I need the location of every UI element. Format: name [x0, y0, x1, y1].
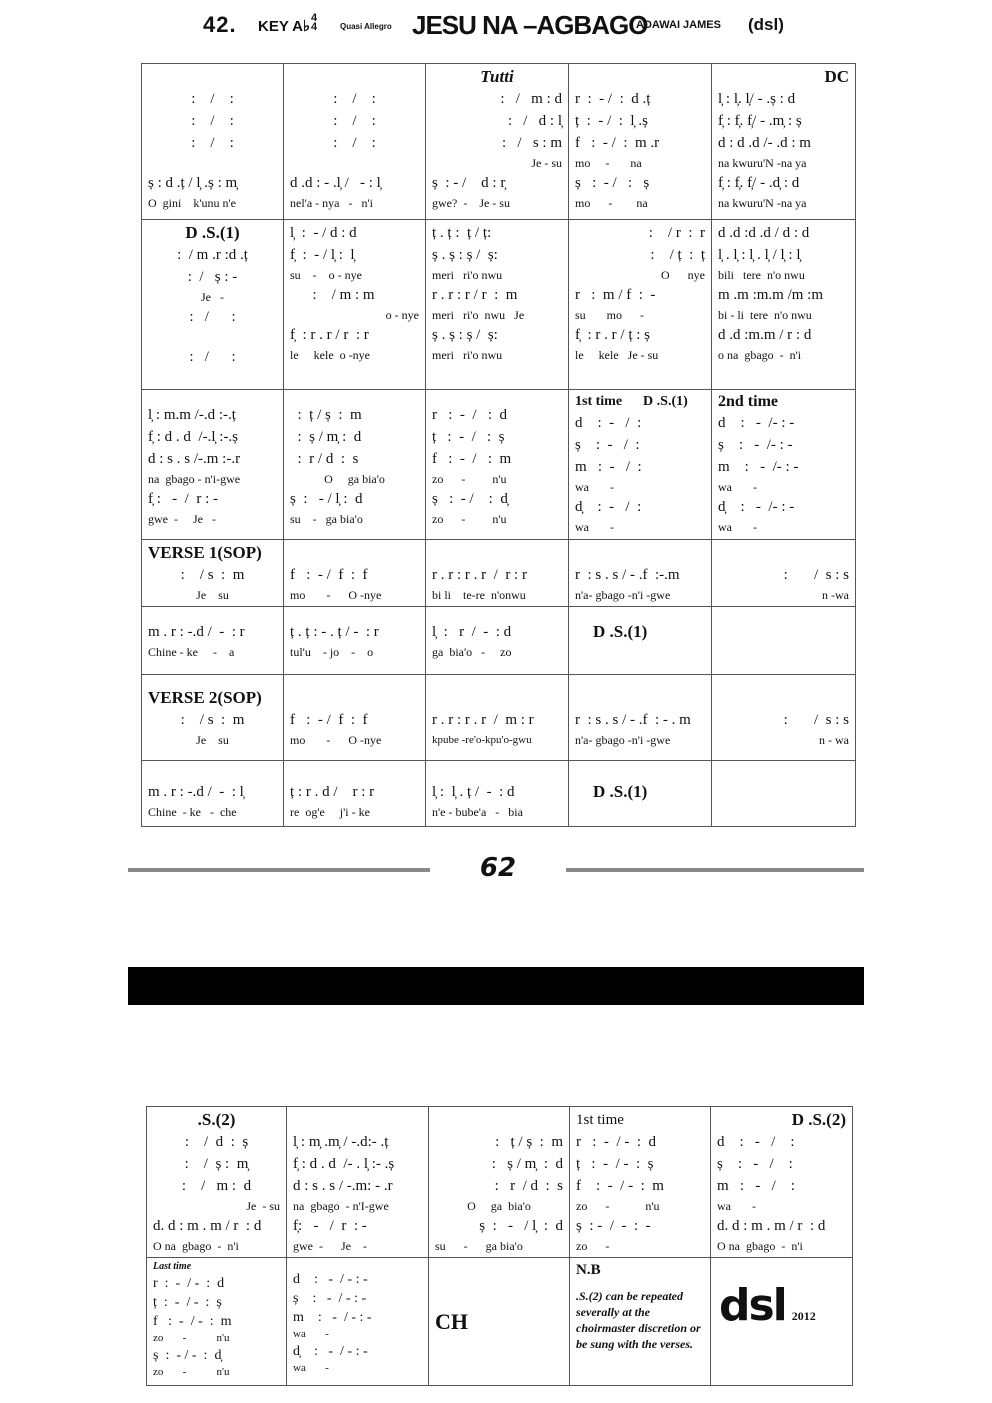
notation-line: : / s : m [180, 567, 245, 583]
notation-line: ș : - / : d̦ [432, 491, 508, 507]
notation-line: : / : [189, 309, 236, 325]
score-cell [426, 220, 569, 390]
notation-line: ș : - / - : - [576, 1218, 651, 1234]
notation-line: m .m :m.m /m :m [718, 287, 824, 303]
black-bar [128, 967, 864, 1005]
divider-right [566, 868, 864, 872]
notation-line: l̦ : l̦. l̦/ - .ș : d [718, 91, 796, 107]
notation-line: na kwuru'N -na ya [718, 156, 807, 170]
score-cell [426, 761, 569, 827]
score-cell [712, 761, 856, 827]
notation-line: d : - / : [575, 415, 642, 431]
score-row-5 [142, 607, 856, 675]
notation-line: zo - n'u [576, 1199, 660, 1213]
verse-1-row [142, 540, 856, 607]
score-cell [426, 607, 569, 675]
first-time-label: 1st time [575, 394, 623, 409]
score-cell [142, 607, 284, 675]
notation-line: Chine - ke - che [148, 805, 237, 819]
notation-line: : / : [333, 113, 376, 129]
score-cell [711, 1107, 853, 1258]
song-header [0, 10, 992, 50]
notation-line: ț : - / - : ș [153, 1295, 222, 1310]
notation-line: f̦: - / r : - [293, 1218, 367, 1234]
score-cell [569, 390, 712, 540]
notation-line: ș : d .ț / l̦ .ș : m̦ [148, 175, 238, 191]
notation-line: ga bia'o - zo [432, 645, 512, 659]
notation-line: d̦ : - / : [575, 499, 642, 515]
notation-line: mo - O -nye [290, 588, 382, 602]
notation-line: : ș / m̦ : d [491, 1156, 563, 1172]
notation-line: tul'u - jo - o [290, 645, 374, 659]
notation-line: : / m .r :d .ț [177, 247, 248, 263]
chorus-label: CH [435, 1308, 468, 1334]
second-time-label: 2nd time [718, 393, 778, 410]
score-row-3 [142, 390, 856, 540]
notation-line: f : - / f : f [290, 567, 368, 583]
verse-2-row [142, 675, 856, 761]
score-cell [712, 390, 856, 540]
notation-line: n -wa [822, 588, 849, 602]
notation-line: : / s : s [783, 712, 849, 728]
score-cell [284, 540, 426, 607]
notation-line: O nye [661, 268, 705, 282]
notation-line: su - ga bia'o [435, 1239, 523, 1253]
notation-line: n'a- gbago -n'i -gwe [575, 588, 671, 602]
notation-line: ș : - / d : r̦ [432, 175, 506, 191]
last-time-label: Last time [153, 1261, 192, 1272]
notation-line: m : - / : [717, 1178, 795, 1194]
notation-line: m . r : -.d / - : r [148, 624, 245, 640]
score-cell [570, 1107, 711, 1258]
score-cell [429, 1107, 570, 1258]
notation-line: f : - / : m .r [575, 135, 660, 151]
notation-line: : / : [333, 91, 376, 107]
score-cell [712, 220, 856, 390]
first-time-label: 1st time [576, 1112, 624, 1128]
score-cell [287, 1107, 429, 1258]
notation-line: ș : - / : [717, 1156, 793, 1172]
notation-line: n'e - bube'a - bia [432, 805, 523, 819]
notation-line: f̦ : f̦. f̦/ - .d̦ : d [718, 175, 800, 191]
nb-note: .S.(2) can be repeated severally at the choirmaster discretion or be sung with the verses. [576, 1289, 701, 1351]
notation-line: : / : [191, 113, 234, 129]
notation-line: su - o - nye [290, 268, 362, 282]
notation-line: f̦ : r . r / ț : ș [575, 327, 650, 343]
notation-line: wa - [717, 1199, 756, 1213]
notation-line: zo - n'u [432, 472, 507, 486]
notation-line: f : - / - : m [153, 1314, 232, 1329]
score-cell [142, 220, 284, 390]
coda-score-table [146, 1106, 853, 1386]
notation-line: r : - / - : d [153, 1276, 225, 1291]
notation-line: l̦ : l̦ . ț / - : d [432, 784, 515, 800]
notation-line: zo - n'u [153, 1332, 230, 1344]
nb-title: N.B [576, 1262, 601, 1278]
notation-line: na kwuru'N -na ya [718, 196, 807, 210]
score-cell [712, 540, 856, 607]
notation-line: r : - / : d [432, 407, 507, 423]
notation-line: mo - O -nye [290, 733, 382, 747]
score-cell [569, 607, 712, 675]
notation-line: le kele Je - su [575, 348, 659, 362]
notation-line: : r / d : s [290, 451, 359, 467]
notation-line: r : s . s / - .f : - . m [575, 712, 691, 728]
dc-marking: DC [824, 67, 849, 86]
notation-line: ș . ș : ș / ș: [432, 327, 498, 343]
notation-line: n'a- gbago -n'i -gwe [575, 733, 671, 747]
notation-line: gwe - Je - [293, 1239, 367, 1253]
notation-line: d̦ : - /- : - [718, 499, 795, 515]
notation-line: : / m : d [500, 91, 562, 107]
song-title: JESU NA –AGBAGO [412, 10, 648, 40]
notation-line: meri ri'o nwu [432, 348, 503, 362]
score-cell [569, 761, 712, 827]
notation-line: f̦ : f̦. f̦/ - .m̦ : ș [718, 113, 802, 129]
ds-marking: D .S.(1) [593, 782, 648, 801]
notation-line: gwe? - Je - su [432, 196, 510, 210]
notation-line: r : s . s / - .f :-.m [575, 567, 680, 583]
notation-line: : / : [333, 135, 376, 151]
notation-line: ț : r . d / r : r [290, 784, 375, 800]
notation-line: bi li te-re n'onwu [432, 588, 526, 602]
score-cell [429, 1258, 570, 1386]
notation-line: wa - [293, 1362, 329, 1374]
notation-line: d : - / : [717, 1134, 795, 1150]
notation-line: : r / d : s [494, 1178, 563, 1194]
notation-line: r . r : r . r / m : r [432, 712, 534, 728]
notation-line: : / m : d [181, 1178, 252, 1194]
notation-line: ș : - / l̦ : d [479, 1218, 563, 1234]
notation-line: gwe - Je - [148, 512, 216, 526]
dsl-logo: dsl [719, 1280, 786, 1331]
score-row-7 [142, 761, 856, 827]
score-cell [426, 64, 569, 220]
notation-line: m . r : -.d / - : l̦ [148, 784, 244, 800]
solfa-score-table [141, 63, 856, 827]
score-cell [284, 607, 426, 675]
notation-line: nel'a - nya - n'i [290, 196, 373, 210]
notation-line: na gbago - n'I-gwe [293, 1199, 389, 1213]
notation-line: ț : - / : l̦ .ș [575, 113, 648, 129]
coda-row-2 [147, 1258, 853, 1386]
score-cell [569, 540, 712, 607]
coda-row-1 [147, 1107, 853, 1258]
notation-line: O gini k'unu n'e [148, 196, 236, 210]
notation-line: ș : - / : ș [575, 175, 650, 191]
notation-line: Je - su [531, 156, 562, 170]
divider-left [128, 868, 430, 872]
notation-line: O na gbago - n'i [717, 1239, 803, 1253]
page-number: 62 [479, 853, 517, 883]
notation-line: r . r : r . r / r : r [432, 567, 527, 583]
notation-line: d .d : - .l̦ / - : l̦ [290, 175, 381, 191]
notation-line: r : m / f : - [575, 287, 656, 303]
score-cell [711, 1258, 853, 1386]
score-cell [284, 64, 426, 220]
score-cell [426, 390, 569, 540]
notation-line: wa - [718, 480, 757, 494]
notation-line: ș : - / l̦ : d [290, 491, 363, 507]
score-cell [712, 607, 856, 675]
notation-line: wa - [718, 520, 757, 534]
verse-1-label: VERSE 1(SOP) [148, 543, 262, 562]
notation-line: Je su [196, 733, 229, 747]
notation-line: : / ț : ț [650, 247, 705, 263]
notation-line: d. d : m . m / r : d [717, 1218, 826, 1234]
notation-line: d̦ : - / - : - [293, 1344, 368, 1359]
notation-line: : / ș : - [187, 269, 238, 285]
ds-marking: D .S.(1) [643, 394, 688, 409]
notation-line: : ș / m̦ : d [290, 429, 362, 445]
score-cell [712, 64, 856, 220]
score-cell [142, 390, 284, 540]
score-cell [147, 1107, 287, 1258]
notation-line: : / m : m [290, 287, 375, 303]
notation-line: wa - [293, 1328, 329, 1340]
notation-line: : / s : s [783, 567, 849, 583]
notation-line: l̦ : - / d : d [290, 225, 357, 241]
song-key: KEY A♭ [258, 18, 311, 35]
notation-line: : / r : r [648, 225, 705, 241]
notation-line: f̦ : d . d /- . l̦ :- .ș [293, 1156, 395, 1172]
notation-line: O na gbago - n'i [153, 1239, 239, 1253]
notation-line: d : - /- : - [718, 415, 795, 431]
notation-line: kpube -re'o-kpu'o-gwu [432, 734, 532, 746]
notation-line: ș : - /- : - [718, 437, 793, 453]
notation-line: ț : - / : ș [432, 429, 505, 445]
notation-line: O ga bia'o [467, 1199, 531, 1213]
score-cell [426, 540, 569, 607]
notation-line: : / ș : m̦ [184, 1156, 249, 1172]
score-cell [284, 390, 426, 540]
notation-line: l̦ . l̦ : l̦ . l̦ / l̦ : l̦ [718, 247, 801, 263]
notation-line: f̦ : - / l̦ : l̦ [290, 247, 355, 263]
notation-line: d : s . s / -.m: - .r [293, 1178, 393, 1194]
notation-line: f : - / : m [432, 451, 512, 467]
notation-line: : / s : m [180, 712, 245, 728]
notation-line: d : - / - : - [293, 1272, 368, 1287]
notation-line: : / : [191, 91, 234, 107]
notation-line: mo - na [575, 156, 642, 170]
notation-line: f : - / f : f [290, 712, 368, 728]
score-cell [142, 761, 284, 827]
notation-line: ț . ț : - . ț / - : r [290, 624, 379, 640]
notation-line: zo - n'u [153, 1366, 230, 1378]
notation-line: d : d .d /- .d : m [718, 135, 811, 151]
notation-line [148, 328, 277, 346]
notation-line: ș . ș : ș / ș: [432, 247, 498, 263]
notation-line: d .d :d .d / d : d [718, 225, 810, 241]
notation-line: o - nye [385, 308, 419, 322]
score-cell [712, 675, 856, 761]
notation-line: n - wa [819, 733, 849, 747]
tutti-marking: Tutti [480, 67, 514, 86]
notation-line: Chine - ke - a [148, 645, 235, 659]
score-cell [569, 220, 712, 390]
composer-name: ADAWAI JAMES [636, 19, 721, 31]
notation-line: o na gbago - n'i [718, 348, 802, 362]
score-cell [142, 675, 284, 761]
notation-line: le kele o -nye [290, 348, 370, 362]
score-cell [142, 540, 284, 607]
notation-line: m : - / - : - [293, 1310, 372, 1325]
score-cell [570, 1258, 711, 1386]
notation-line: wa - [575, 520, 614, 534]
ds-marking: D .S.(2) [791, 1110, 846, 1129]
score-cell [287, 1258, 429, 1386]
notation-line: l̦ : m.m /-.d :-.ț [148, 407, 236, 423]
notation-line: su - ga bia'o [290, 512, 363, 526]
score-row-2 [142, 220, 856, 390]
time-signature: 4 4 [311, 12, 318, 33]
score-cell [147, 1258, 287, 1386]
notation-line: m : - /- : - [718, 459, 799, 475]
notation-line: ț . ț : ț / ț: [432, 225, 492, 241]
notation-line: na gbago - n'i-gwe [148, 472, 241, 486]
notation-line: : / s : m [501, 135, 562, 151]
notation-line: f̦ : - / r : - [148, 491, 218, 507]
notation-line: l̦ : r / - : d [432, 624, 512, 640]
notation-line: r : - / - : d [576, 1134, 656, 1150]
notation-line: O ga bia'o [324, 472, 385, 486]
notation-line: : ț / ș : m [290, 407, 362, 423]
notation-line: Je su [196, 588, 229, 602]
song-number: 42. [203, 12, 237, 37]
verse-2-label: VERSE 2(SOP) [148, 688, 262, 707]
notation-line: d. d : m . m / r : d [153, 1218, 262, 1234]
notation-line: meri ri'o nwu [432, 268, 503, 282]
notation-line: mo - na [575, 196, 648, 210]
score-cell [142, 64, 284, 220]
notation-line: Je - [201, 290, 224, 304]
notation-line: f : - / - : m [576, 1178, 664, 1194]
score-cell [284, 220, 426, 390]
notation-line: m : - / : [575, 459, 642, 475]
segno-2-marking: .S.(2) [197, 1110, 236, 1129]
score-cell [284, 675, 426, 761]
notation-line: : / d : ș [184, 1134, 249, 1150]
notation-line: wa - [575, 480, 614, 494]
score-cell [569, 64, 712, 220]
notation-line: r : - / : d .ț [575, 91, 651, 107]
notation-line: : / : [191, 135, 234, 151]
notation-line: r . r : r / r : m [432, 287, 518, 303]
notation-line: ș : - / - : - [293, 1291, 367, 1306]
notation-line: f̦ : d . d /-.l̦ :-.ș [148, 429, 238, 445]
notation-line: su mo - [575, 308, 644, 322]
notation-line: zo - n'u [432, 512, 507, 526]
notation-line: bi - li tere n'o nwu [718, 308, 812, 322]
notation-line: ș : - / - : d̦ [153, 1348, 222, 1363]
ds-marking: D .S.(1) [593, 622, 648, 641]
notation-line: Je - su [246, 1199, 280, 1213]
notation-line: d .d :m.m / r : d [718, 327, 812, 343]
year-label: 2012 [791, 1309, 816, 1323]
score-cell [284, 761, 426, 827]
notation-line: l̦ : m̦ .m̦ / -.d:- .ț [293, 1134, 389, 1150]
notation-line: : / d : l̦ [507, 113, 562, 129]
notation-line: meri ri'o nwu Je [432, 308, 525, 322]
notation-line: : / : [189, 349, 236, 365]
notation-line: d : s . s /-.m :-.r [148, 451, 241, 467]
notation-line: f̦ : r . r / r : r [290, 327, 369, 343]
notation-line: ș : - / : [575, 437, 640, 453]
tempo-marking: Quasi Allegro [340, 22, 392, 31]
ds-marking: D .S.(1) [185, 223, 240, 242]
notation-line: ț : - / - : ș [576, 1156, 654, 1172]
score-cell [426, 675, 569, 761]
notation-line: zo - [576, 1239, 610, 1253]
composer-tag: (dsl) [748, 15, 784, 34]
score-row-1 [142, 64, 856, 220]
score-cell [569, 675, 712, 761]
notation-line: re og'e j'i - ke [290, 805, 370, 819]
notation-line: bili tere n'o nwu [718, 268, 805, 282]
notation-line: : ț / ș : m [495, 1134, 563, 1150]
